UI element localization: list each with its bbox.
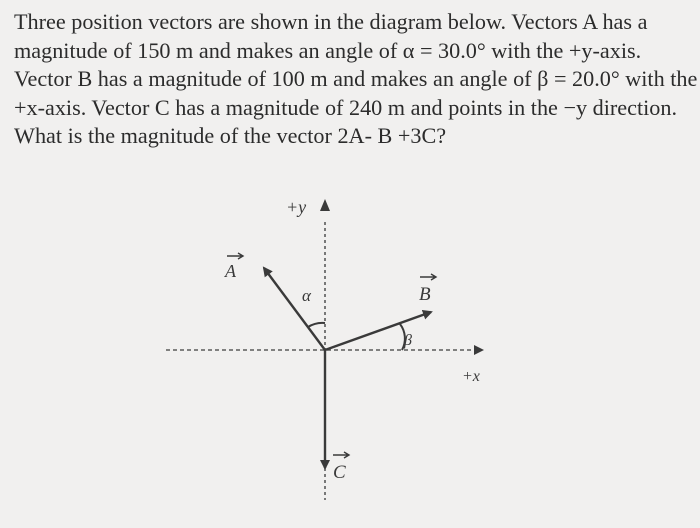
x-axis-arrowhead [474, 345, 484, 355]
vector-b-label: B [419, 284, 431, 305]
vector-a-label: A [225, 261, 236, 281]
problem-line-1: Three position vectors are shown in the diagram below. Vectors A has a [14, 9, 648, 34]
vector-a-overarrow [227, 253, 243, 259]
vector-b-arrow [325, 312, 431, 350]
vector-a-arrow [264, 268, 325, 350]
problem-line-4: +x-axis. Vector C has a magnitude of 240 m and points in the −y direction. [14, 94, 678, 120]
y-axis-label: +y [286, 197, 307, 217]
vector-b-label-group [419, 274, 436, 305]
alpha-angle-arc [308, 323, 325, 327]
problem-line-3: Vector B has a magnitude of 100 m and makes an angle of β = 20.0° with the [14, 66, 698, 92]
problem-line-5: What is the magnitude of the vector 2A- B +3C? [14, 123, 447, 149]
alpha-label: α [302, 286, 311, 305]
vector-b-overarrow [420, 274, 436, 280]
vector-a-label-group [224, 253, 243, 281]
y-axis-arrowhead [320, 199, 330, 211]
x-axis-label: +x [462, 368, 480, 385]
vector-c-overarrow [333, 452, 349, 458]
problem-line-2: magnitude of 150 m and makes an angle of α = 30.0° with the +y-axis. [14, 37, 642, 63]
vector-c-label-group [333, 452, 349, 483]
vector-c-label: C [333, 462, 346, 483]
beta-label: β [404, 332, 412, 349]
